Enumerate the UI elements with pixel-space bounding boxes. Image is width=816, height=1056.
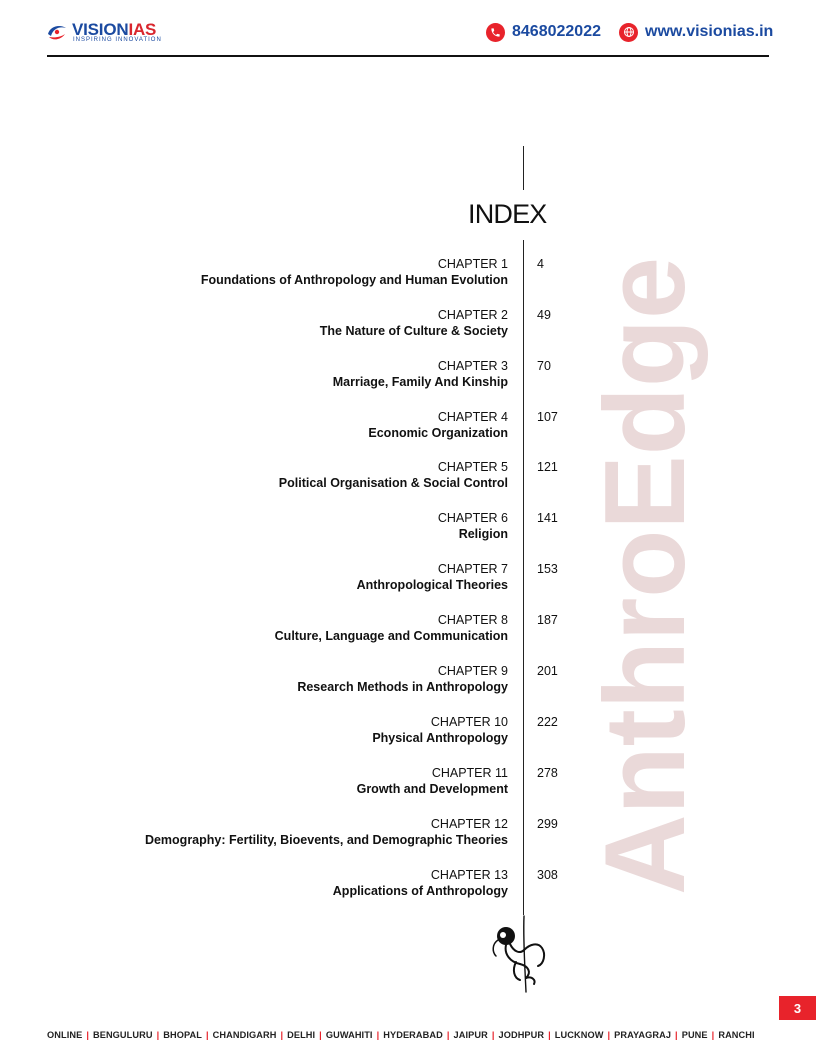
monkey-illustration-icon [486, 914, 552, 994]
chapter-title: Anthropological Theories [356, 578, 508, 592]
chapter-label: CHAPTER 10 [430, 715, 508, 729]
footer-separator: | [319, 1030, 322, 1040]
index-title: INDEX [468, 199, 547, 229]
footer-separator: | [711, 1030, 715, 1040]
chapter-label: CHAPTER 11 [431, 766, 508, 780]
chapter-title: Growth and Development [356, 782, 508, 796]
footer-separator: | [156, 1030, 160, 1040]
toc-entry[interactable] [100, 460, 600, 496]
chapter-title: Applications of Anthropology [332, 884, 508, 898]
chapter-label: CHAPTER 8 [437, 613, 508, 627]
chapter-page: 4 [537, 257, 544, 271]
chapter-title: Demography: Fertility, Bioevents, and Demographic Theories [144, 833, 508, 847]
footer-separator: | [205, 1030, 209, 1040]
footer-cities [47, 1030, 755, 1040]
footer-city: PUNE [681, 1030, 708, 1040]
footer-city: PRAYAGRAJ [614, 1030, 672, 1040]
phone-contact[interactable] [486, 20, 601, 44]
footer-city: RANCHI [718, 1030, 755, 1040]
footer-separator: | [446, 1030, 450, 1040]
logo-wordmark: VISIONIAS [72, 20, 157, 39]
footer-city: BHOPAL [163, 1030, 202, 1040]
logo-swoosh-icon [46, 22, 68, 42]
footer-city: ONLINE [47, 1030, 83, 1040]
chapter-title: Marriage, Family And Kinship [332, 375, 508, 389]
chapter-title: Culture, Language and Communication [274, 629, 508, 643]
footer-city: GUWAHITI [325, 1030, 373, 1040]
chapter-title: Economic Organization [368, 426, 508, 440]
footer-separator: | [607, 1030, 611, 1040]
website-url: www.visionias.in [645, 23, 774, 40]
chapter-title: Physical Anthropology [372, 731, 508, 745]
footer-city: LUCKNOW [554, 1030, 604, 1040]
footer-city: DELHI [287, 1030, 316, 1040]
chapter-page: 70 [537, 359, 551, 373]
footer-city: JAIPUR [453, 1030, 488, 1040]
chapter-page: 308 [537, 868, 558, 882]
chapter-title: Foundations of Anthropology and Human Evolution [200, 273, 508, 287]
chapter-label: CHAPTER 13 [430, 868, 508, 882]
toc-entry[interactable] [100, 664, 600, 700]
phone-number: 8468022022 [512, 23, 601, 40]
footer-city: BENGULURU [92, 1030, 153, 1040]
chapter-page: 201 [537, 664, 558, 678]
chapter-label: CHAPTER 5 [437, 460, 508, 474]
chapter-page: 121 [537, 460, 558, 474]
index-top-line [523, 146, 524, 190]
watermark-text: AnthroEdge [582, 242, 709, 895]
globe-icon [619, 23, 638, 42]
chapter-title: Political Organisation & Social Control [278, 476, 508, 490]
toc-entry[interactable] [100, 715, 600, 751]
footer-separator: | [376, 1030, 380, 1040]
chapter-page: 222 [537, 715, 558, 729]
chapter-label: CHAPTER 12 [430, 817, 508, 831]
toc-entry[interactable] [100, 868, 600, 904]
footer-city: CHANDIGARH [212, 1030, 277, 1040]
chapter-page: 49 [537, 308, 551, 322]
toc-entry[interactable] [100, 410, 600, 446]
header-divider [47, 55, 769, 57]
chapter-page: 187 [537, 613, 558, 627]
chapter-label: CHAPTER 1 [437, 257, 508, 271]
chapter-label: CHAPTER 7 [437, 562, 508, 576]
chapter-page: 141 [537, 511, 558, 525]
footer-separator: | [280, 1030, 284, 1040]
footer-separator: | [86, 1030, 89, 1040]
toc-entry[interactable] [100, 308, 600, 344]
chapter-label: CHAPTER 9 [437, 664, 508, 678]
chapter-page: 107 [537, 410, 558, 424]
toc-entry[interactable] [100, 257, 600, 293]
chapter-title: The Nature of Culture & Society [319, 324, 508, 338]
footer-separator: | [675, 1030, 678, 1040]
chapter-page: 299 [537, 817, 558, 831]
footer-separator: | [491, 1030, 495, 1040]
toc-entry[interactable] [100, 359, 600, 395]
toc-entry[interactable] [100, 817, 600, 853]
logo-tagline: INSPIRING INNOVATION [73, 37, 162, 43]
footer-separator: | [548, 1030, 551, 1040]
chapter-title: Research Methods in Anthropology [297, 680, 508, 694]
chapter-title: Religion [458, 527, 508, 541]
chapter-label: CHAPTER 2 [437, 308, 508, 322]
footer-city: HYDERABAD [383, 1030, 443, 1040]
website-contact[interactable] [619, 20, 773, 44]
chapter-page: 278 [537, 766, 558, 780]
toc-entry[interactable] [100, 766, 600, 802]
chapter-label: CHAPTER 3 [437, 359, 508, 373]
chapter-page: 153 [537, 562, 558, 576]
chapter-label: CHAPTER 6 [437, 511, 508, 525]
chapter-label: CHAPTER 4 [437, 410, 508, 424]
toc-entry[interactable] [100, 562, 600, 598]
toc-entry[interactable] [100, 613, 600, 649]
toc-entry[interactable] [100, 511, 600, 547]
page-number-badge: 3 [779, 996, 816, 1020]
phone-icon [486, 23, 505, 42]
footer-city: JODHPUR [498, 1030, 545, 1040]
